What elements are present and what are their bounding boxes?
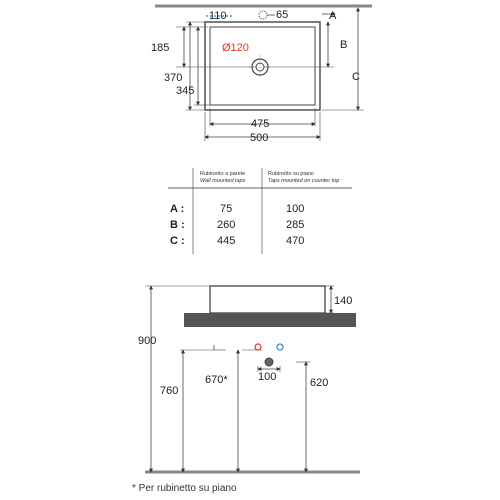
row-b-wall: 260 <box>217 219 236 231</box>
row-b-label: B : <box>170 219 185 231</box>
col2-subtitle: Taps mounted on counter top <box>268 178 340 184</box>
tap-hole-icon <box>259 11 267 19</box>
dim-letter-c: C <box>352 71 360 83</box>
total-height-dim: 900 <box>138 335 157 347</box>
col2-title: Rubinetto su piano <box>268 171 314 177</box>
row-a-label: A : <box>170 203 185 215</box>
row-a-counter: 100 <box>286 203 305 215</box>
drain-pipe-dim: 110 <box>209 10 227 22</box>
dim-letter-b: B <box>340 39 348 51</box>
top-view <box>151 6 372 144</box>
row-c-counter: 470 <box>286 235 305 247</box>
row-c-wall: 445 <box>217 235 236 247</box>
side-view <box>138 286 360 472</box>
row-a-wall: 75 <box>220 203 233 215</box>
width-inner-dim: 475 <box>251 118 270 130</box>
basin-outline-outer <box>205 22 320 110</box>
depth-total-dim: 370 <box>164 72 183 84</box>
dimension-table <box>168 168 352 254</box>
supply-spacing-dim: 100 <box>258 371 277 383</box>
footnote: * Per rubinetto su piano <box>132 483 237 494</box>
basin-side <box>210 286 325 313</box>
waste-outlet-icon <box>265 358 273 366</box>
countertop <box>184 313 356 327</box>
supply-height-right-dim: 620 <box>310 377 329 389</box>
basin-height-dim: 140 <box>334 295 353 307</box>
tap-hole-dim: 65 <box>276 9 289 21</box>
col1-subtitle: Wall mounted taps <box>200 178 246 184</box>
waste-height-dim: 760 <box>160 385 179 397</box>
dim-letter-a: A <box>329 10 337 22</box>
basin-outline-inner <box>210 27 315 105</box>
cold-supply-icon <box>277 344 283 350</box>
row-b-counter: 285 <box>286 219 305 231</box>
width-outer-dim: 500 <box>250 132 269 144</box>
depth-inner-dim: 345 <box>176 85 195 97</box>
depth-outer-dim: 185 <box>151 42 170 54</box>
waste-diameter-label: Ø120 <box>222 42 249 54</box>
col1-title: Rubinetto a parete <box>200 171 246 177</box>
hot-supply-icon <box>255 344 261 350</box>
row-c-label: C : <box>170 235 185 247</box>
supply-height-left-dim: 670* <box>205 374 228 386</box>
